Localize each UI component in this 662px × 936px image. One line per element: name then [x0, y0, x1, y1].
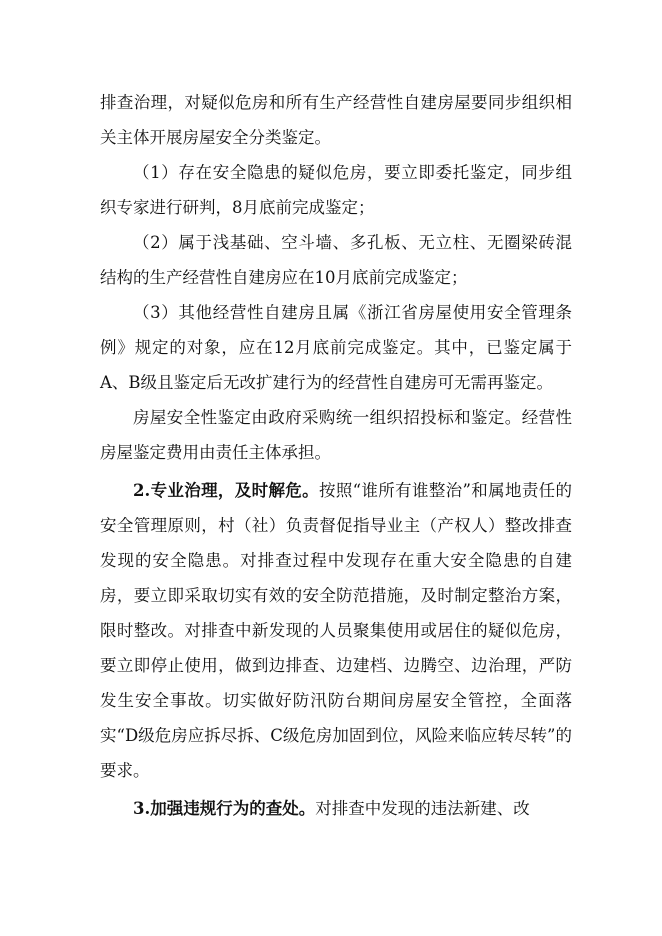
paragraph-2 — [100, 155, 572, 225]
paragraph-3 — [100, 225, 572, 295]
paragraph-4-text: （3）其他经营性自建房且属《浙江省房屋使用安全管理条例》规定的对象，应在12月底前完成鉴定。其中，已鉴定属于A、B级且鉴定后无改扩建行为的经营性自建房可无需再鉴定。 — [100, 303, 572, 392]
section-3-heading: 3.加强违规行为的查处。 — [133, 799, 316, 818]
section-3-text: 对排查中发现的违法新建、改 — [315, 799, 530, 818]
paragraph-4 — [100, 295, 572, 400]
paragraph-2-text: （1）存在安全隐患的疑似危房，要立即委托鉴定，同步组织专家进行研判，8月底前完成鉴定； — [100, 163, 572, 217]
section-3-paragraph — [100, 791, 572, 826]
paragraph-1 — [100, 85, 572, 155]
paragraph-5 — [100, 400, 572, 470]
document-body — [100, 85, 572, 826]
paragraph-3-text: （2）属于浅基础、空斗墙、多孔板、无立柱、无圈梁砖混结构的生产经营性自建房应在10月底前完成鉴定； — [100, 233, 572, 287]
paragraph-5-text: 房屋安全性鉴定由政府采购统一组织招投标和鉴定。经营性房屋鉴定费用由责任主体承担。 — [100, 408, 572, 462]
section-2-heading: 2.专业治理，及时解危。 — [133, 481, 319, 500]
paragraph-1-text: 排查治理，对疑似危房和所有生产经营性自建房屋要同步组织相关主体开展房屋安全分类鉴定。 — [100, 93, 572, 147]
section-2-paragraph — [100, 473, 572, 788]
section-2-text: 按照“谁所有谁整治”和属地责任的安全管理原则，村（社）负责督促指导业主（产权人）整改排查发现的安全隐患。对排查过程中发现存在重大安全隐患的自建房，要立即采取切实有效的安全防范措施，及时制定整治方案，限时整改。对排查中新发现的人员聚集使用或居住的疑似危房，要立即停止使用，做到边排查、边建档、边腾空、边治理，严防发生安全事故。切实做好防汛防台期间房屋安全管控，全面落实“D级危房应拆尽拆、C级危房加固到位，风险来临应转尽转”的要求。 — [100, 481, 572, 780]
